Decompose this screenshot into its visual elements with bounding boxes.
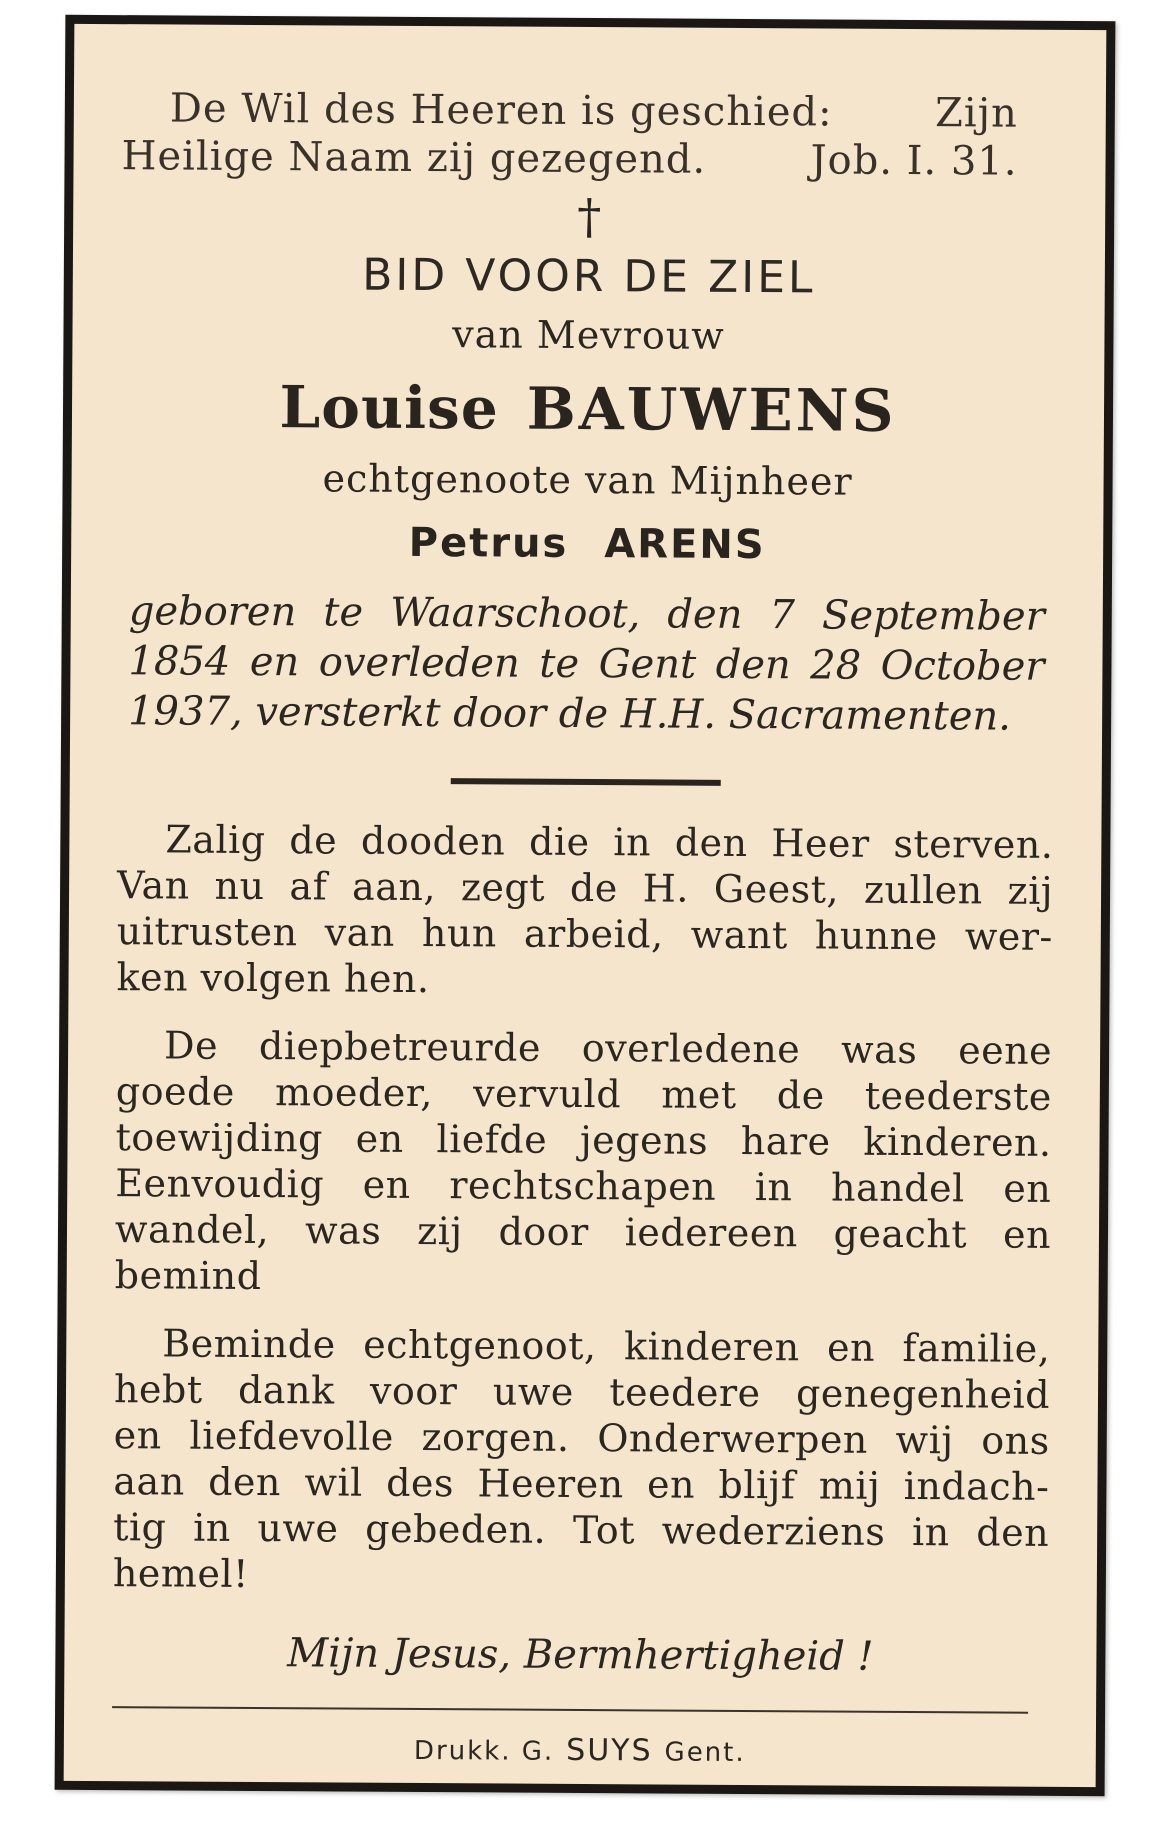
- verse-text: Zijn: [934, 90, 1018, 137]
- paragraph-line: wandel, was zij door iedereen geacht en: [114, 1207, 1052, 1257]
- printer-name: SUYS: [566, 1732, 653, 1769]
- printer-prefix: Drukk. G.: [413, 1735, 555, 1767]
- paragraph-line: Eenvoudig en rechtschapen in handel en: [115, 1161, 1052, 1211]
- dates-line: 1854 en overleden te Gent den 28 October: [128, 638, 1045, 690]
- bible-verse: [121, 84, 1058, 186]
- paragraph-line: goede moeder, vervuld met de teederste: [115, 1069, 1052, 1119]
- paragraph-line: uitrusten van hun arbeid, want hunne wer-: [116, 909, 1053, 959]
- title-line: van Mevrouw: [452, 312, 725, 358]
- divider: [451, 778, 721, 786]
- paragraph-line: Van nu af aan, zegt de H. Geest, zullen zij: [116, 863, 1054, 913]
- surname: BAUWENS: [526, 374, 897, 445]
- paragraph-line: ken volgen hen.: [116, 955, 430, 1002]
- paragraph-beatitude: [116, 816, 1053, 1006]
- first-name: Louise: [279, 373, 499, 443]
- pray-heading: BID VOOR DE ZIEL: [362, 249, 816, 304]
- cross-icon: †: [577, 188, 602, 246]
- paragraph-line: hemel!: [112, 1551, 249, 1596]
- life-dates: [118, 586, 1055, 742]
- paragraph-line: Zalig de dooden die in den Heer sterven.: [165, 817, 1054, 867]
- spouse-label: echtgenoote van Mijnheer: [322, 456, 853, 504]
- memorial-card: [55, 15, 1116, 1796]
- bottom-divider: [112, 1706, 1028, 1714]
- paragraph-line: toewijding en liefde jegens hare kinderen.: [115, 1115, 1052, 1165]
- paragraph-line: tig in uwe gebeden. Tot wederziens in den: [113, 1505, 1050, 1555]
- paragraph-line: Beminde echtgenoot, kinderen en familie,: [162, 1321, 1051, 1371]
- dates-line: 1937, versterkt door de H.H. Sacramenten.: [128, 688, 1012, 740]
- spouse-first-name: Petrus: [408, 519, 569, 567]
- dates-line: geboren te Waarschoot, den 7 September: [128, 588, 1045, 640]
- card-content: [112, 84, 1058, 1769]
- paragraph-tribute: [115, 1022, 1053, 1304]
- paragraph-line: bemind: [114, 1253, 262, 1299]
- closing-prayer: Mijn Jesus, Bermhertigheid !: [287, 1630, 874, 1680]
- paragraph-line: aan den wil des Heeren en blijf mij indach-: [113, 1459, 1050, 1509]
- deceased-name: [120, 366, 1056, 452]
- printer-city: Gent.: [664, 1737, 746, 1768]
- verse-line: [122, 84, 1058, 138]
- spouse-name: [119, 508, 1055, 580]
- verse-line: [121, 132, 1057, 186]
- spouse-surname: ARENS: [604, 521, 766, 569]
- paragraph-line: hebt dank voor uwe teedere genegenheid: [113, 1367, 1051, 1417]
- paragraph-line: en liefdevolle zorgen. Onderwerpen wij ons: [113, 1413, 1050, 1463]
- verse-reference: Job. I. 31.: [810, 137, 1018, 185]
- printer-credit: [112, 1728, 1048, 1775]
- verse-text: De Wil des Heeren is geschied:: [169, 85, 833, 136]
- paragraph-farewell: [113, 1320, 1051, 1602]
- verse-text: Heilige Naam zij gezegend.: [121, 133, 707, 183]
- paragraph-line: De diepbetreurde overledene was eene: [164, 1023, 1053, 1073]
